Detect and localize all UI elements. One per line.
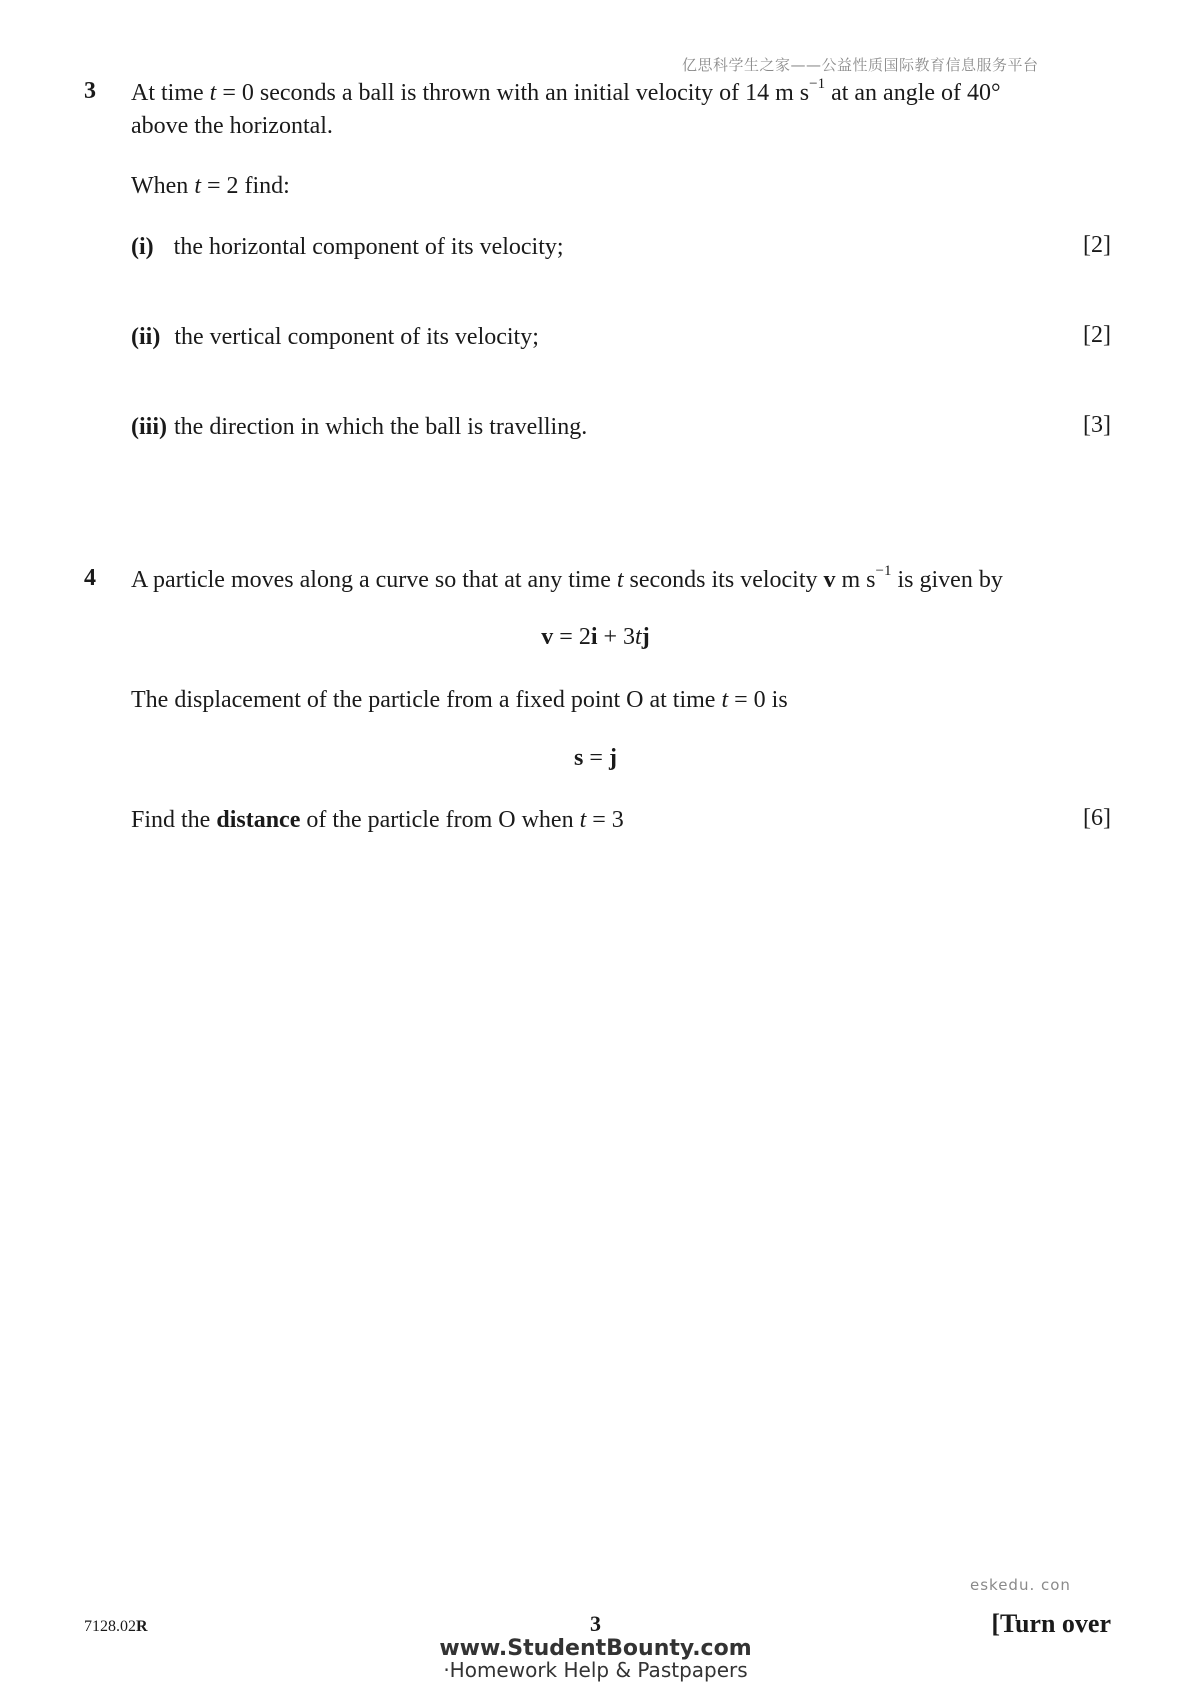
eq1-i: i (590, 624, 598, 650)
velocity-equation (0, 624, 1191, 651)
q3-when-part2: = 2 find: (200, 173, 290, 199)
question-3-part-iii (131, 412, 587, 442)
q4-velocity-vector: v (823, 567, 836, 593)
question-3-part-ii (131, 322, 539, 352)
find-distance-bold: distance (216, 807, 301, 833)
q3-t-variable: t (209, 80, 217, 106)
eq1-mid: = 2 (553, 624, 591, 650)
displacement-equation (0, 745, 1191, 772)
find-part1: Find the (131, 807, 217, 833)
disp-part1: The displacement of the particle from a fixed point O at time (131, 687, 722, 713)
part-i-label: (i) (131, 234, 154, 260)
eq1-plus: + 3 (597, 624, 636, 650)
disp-t: t (721, 687, 729, 713)
q4-intro-part3: m s (835, 567, 876, 593)
studentbounty-tagline: ·Homework Help & Pastpapers (443, 1658, 748, 1682)
part-iii-marks: [3] (1083, 412, 1111, 438)
studentbounty-url: www.StudentBounty.com (439, 1636, 752, 1661)
displacement-statement (131, 685, 788, 715)
eq2-s: s (574, 745, 584, 771)
question-4-number: 4 (84, 565, 96, 591)
q4-superscript: −1 (875, 563, 892, 579)
paper-code-suffix: R (136, 1618, 148, 1635)
q3-intro-part1: At time (131, 80, 210, 106)
question-3-when (131, 171, 290, 201)
find-part2: of the particle from O when (300, 807, 580, 833)
q4-intro-part1: A particle moves along a curve so that at any time (131, 567, 617, 593)
question-3-intro-line2: above the horizontal. (131, 113, 333, 139)
question-3-intro-line1 (131, 78, 1001, 108)
eq2-mid: = (583, 745, 609, 771)
q3-when-t: t (194, 173, 201, 199)
find-t: t (579, 807, 587, 833)
q3-superscript: −1 (809, 76, 826, 92)
part-ii-label: (ii) (131, 324, 161, 350)
eq1-v: v (541, 624, 554, 650)
part-i-marks: [2] (1083, 232, 1111, 258)
part-i-text: the horizontal component of its velocity; (173, 234, 564, 260)
q4-intro-part4: is given by (891, 567, 1003, 593)
question-4-find (131, 805, 624, 835)
question-4-intro (131, 565, 1003, 595)
eq2-j: j (608, 745, 617, 771)
find-part3: = 3 (586, 807, 624, 833)
question-3-part-i (131, 232, 564, 262)
q4-intro-part2: seconds its velocity (623, 567, 824, 593)
part-iii-label: (iii) (131, 414, 167, 440)
part-iii-text: the direction in which the ball is travelling. (174, 414, 588, 440)
part-ii-text: the vertical component of its velocity; (174, 324, 539, 350)
page-number: 3 (590, 1611, 601, 1636)
paper-code-number: 7128.02 (84, 1618, 136, 1635)
q3-intro-part3: at an angle of 40° (825, 80, 1001, 106)
turn-over-label: [Turn over (991, 1609, 1111, 1638)
eq1-j: j (641, 624, 650, 650)
part-ii-marks: [2] (1083, 322, 1111, 348)
question-4-marks: [6] (1083, 805, 1111, 831)
disp-part2: = 0 is (728, 687, 788, 713)
question-3-number: 3 (84, 78, 96, 104)
eq1-t: t (635, 624, 642, 650)
q3-when-part1: When (131, 173, 195, 199)
q4-t-variable: t (616, 567, 624, 593)
q3-intro-part2: = 0 seconds a ball is thrown with an initial velocity of 14 m s (216, 80, 810, 106)
eskedu-watermark: eskedu. con (970, 1576, 1071, 1594)
top-watermark: 亿思科学生之家——公益性质国际教育信息服务平台 (682, 56, 1039, 74)
